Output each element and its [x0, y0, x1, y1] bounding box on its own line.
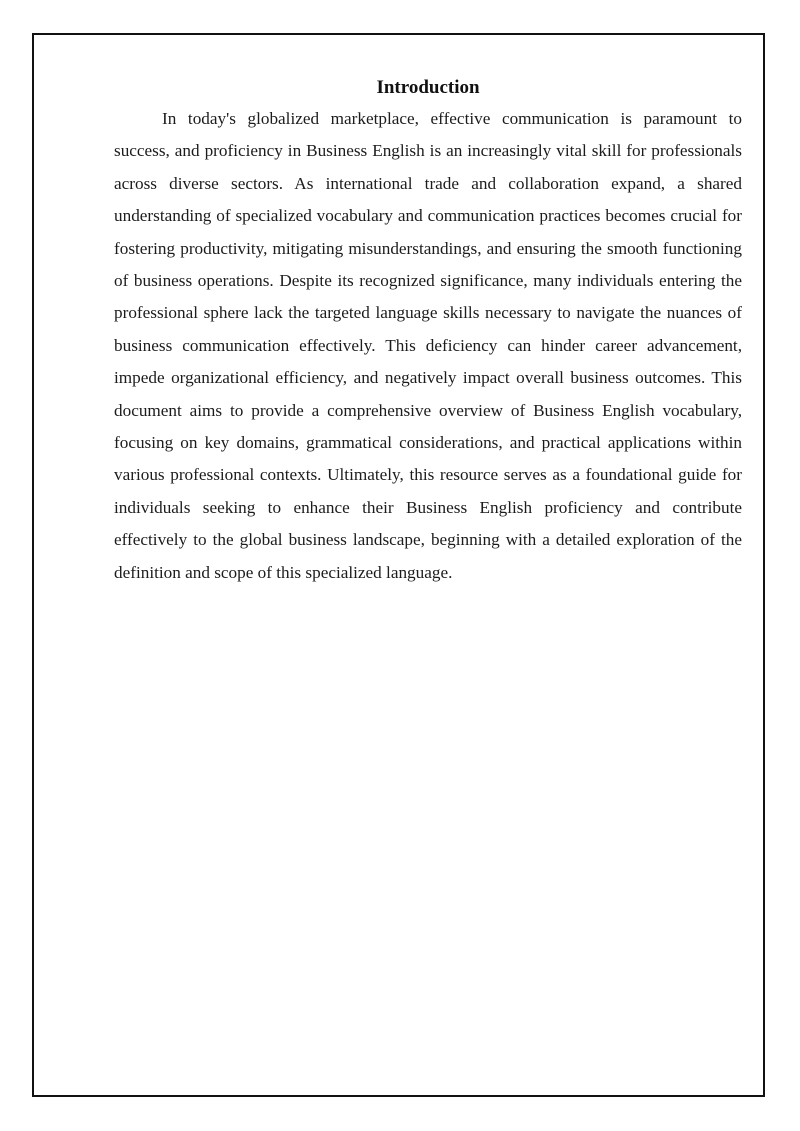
- section-heading: Introduction: [376, 77, 480, 98]
- document-body: [114, 76, 742, 589]
- intro-paragraph: In today's globalized marketplace, effective communication is paramount to success, and proficiency in Business English is an increasingly vital skill for professionals across diverse sectors. As international trade and collaboration expand, a shared understanding of specialized vocabulary and communication practices becomes crucial for fostering productivity, mitigating misunderstandings, and ensuring the smooth functioning of business operations. Despite its recognized significance, many individuals entering the professional sphere lack the targeted language skills necessary to navigate the nuances of business communication effectively. This deficiency can hinder career advancement, impede organizational efficiency, and negatively impact overall business outcomes. This document aims to provide a comprehensive overview of Business English vocabulary, focusing on key domains, grammatical considerations, and practical applications within various professional contexts. Ultimately, this resource serves as a foundational guide for individuals seeking to enhance their Business English proficiency and contribute effectively to the global business landscape, beginning with a detailed exploration of the definition and scope of this specialized language.: [114, 109, 742, 582]
